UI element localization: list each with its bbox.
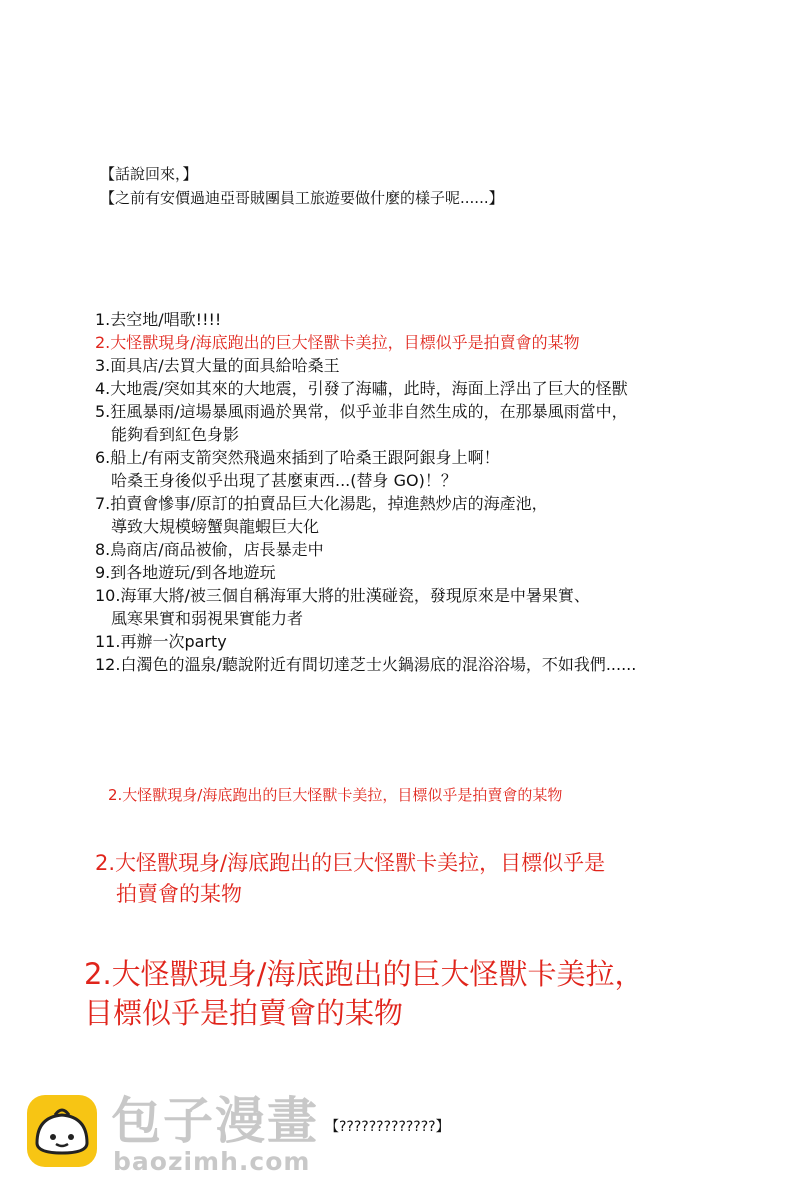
highlight-large-line-1: 2.大怪獸現身/海底跑出的巨大怪獸卡美拉， <box>84 957 644 991</box>
highlight-medium <box>95 848 745 910</box>
intro-text <box>100 162 504 210</box>
highlight-medium-line-2: 拍賣會的某物 <box>116 882 242 906</box>
highlight-small: 2.大怪獸現身/海底跑出的巨大怪獸卡美拉，目標似乎是拍賣會的某物 <box>108 786 563 804</box>
list-item: 12.白濁色的溫泉/聽說附近有間切達芝士火鍋湯底的混浴浴場，不如我們...... <box>95 655 637 674</box>
list-item: 8.鳥商店/商品被偷，店長暴走中 <box>95 540 324 559</box>
list-item: 1.去空地/唱歌!!!! <box>95 310 222 329</box>
list-item: 9.到各地遊玩/到各地遊玩 <box>95 563 276 582</box>
intro-line-1: 【話說回來，】 <box>100 165 198 183</box>
list-item-continuation: 風寒果實和弱視果實能力者 <box>111 609 304 628</box>
list-item-continuation: 能夠看到紅色身影 <box>111 425 240 444</box>
footer-watermark <box>25 1093 785 1183</box>
site-logo-url: baozimh.com <box>113 1147 311 1176</box>
site-logo-text: 包子漫畫 <box>111 1092 319 1150</box>
highlight-large-line-2: 目標似乎是拍賣會的某物 <box>84 996 404 1030</box>
list-item: 6.船上/有兩支箭突然飛過來插到了哈桑王跟阿銀身上啊！ <box>95 448 500 467</box>
option-list <box>95 308 785 676</box>
list-item: 5.狂風暴雨/這場暴風雨過於異常，似乎並非自然生成的，在那暴風雨當中， <box>95 402 628 421</box>
bun-mascot-icon <box>25 1093 99 1169</box>
highlight-medium-line-1: 2.大怪獸現身/海底跑出的巨大怪獸卡美拉，目標似乎是 <box>95 851 606 875</box>
list-item-continuation: 導致大規模螃蟹與龍蝦巨大化 <box>111 517 320 536</box>
list-item: 3.面具店/去買大量的面具給哈桑王 <box>95 356 340 375</box>
list-item: 11.再辦一次party <box>95 632 227 651</box>
intro-line-2: 【之前有安價過迪亞哥賊團員工旅遊要做什麼的樣子呢......】 <box>100 189 504 207</box>
list-item: 7.拍賣會慘事/原訂的拍賣品巨大化湯匙，掉進熱炒店的海產池， <box>95 494 548 513</box>
list-item: 2.大怪獸現身/海底跑出的巨大怪獸卡美拉，目標似乎是拍賣會的某物 <box>95 333 580 352</box>
footer-code: 【?????????????】 <box>325 1119 450 1135</box>
highlight-large <box>84 955 764 1033</box>
list-item: 4.大地震/突如其來的大地震，引發了海嘯，此時，海面上浮出了巨大的怪獸 <box>95 379 628 398</box>
list-item: 10.海軍大將/被三個自稱海軍大將的壯漢碰瓷，發現原來是中暑果實、 <box>95 586 590 605</box>
list-item-continuation: 哈桑王身後似乎出現了甚麼東西...(替身 GO)！？ <box>111 471 457 490</box>
